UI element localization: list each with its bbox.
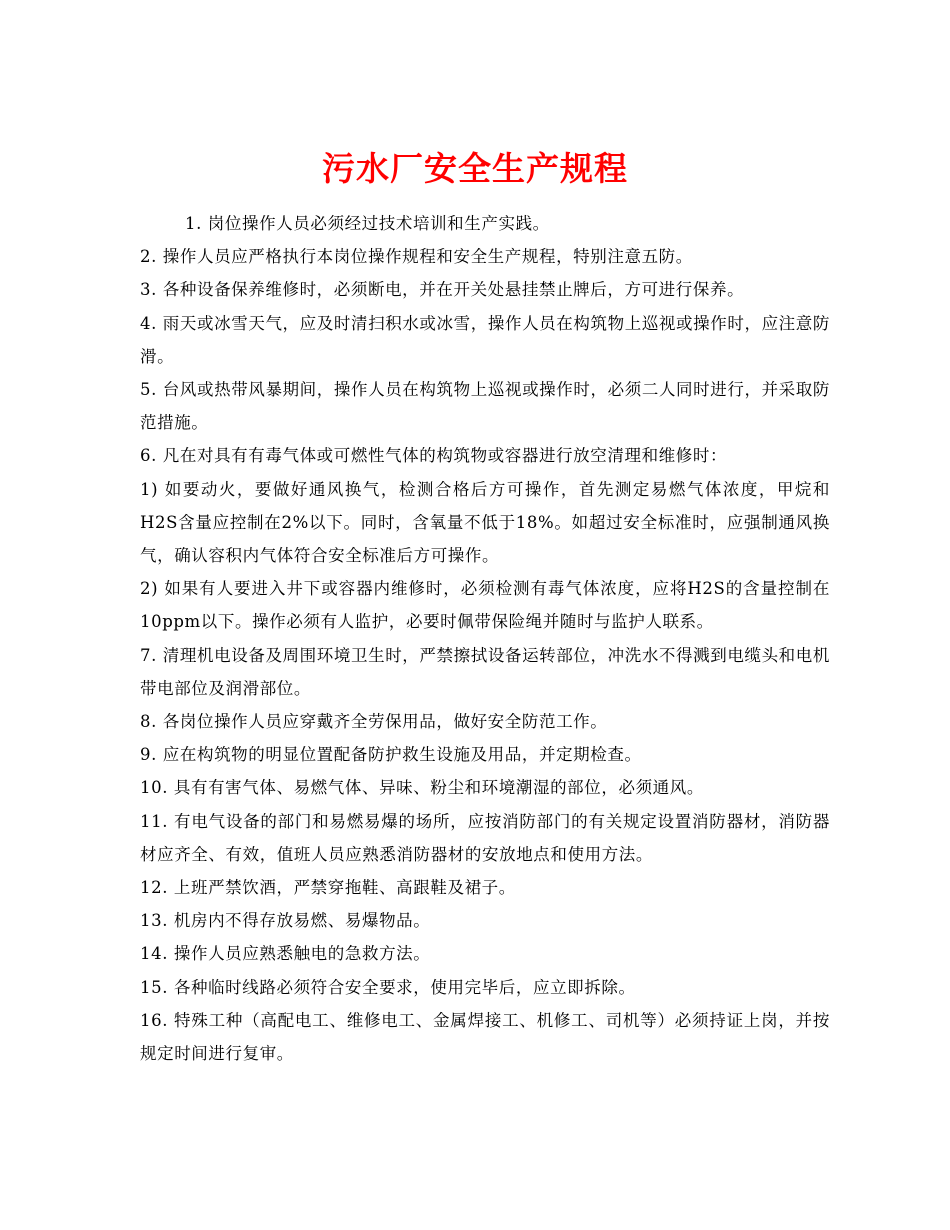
- rule-paragraph-1: 1. 岗位操作人员必须经过技术培训和生产实践。: [185, 214, 550, 233]
- rule-paragraph-14: 14. 操作人员应熟悉触电的急救方法。: [140, 944, 431, 964]
- rule-paragraph-9: 9. 应在构筑物的明显位置配备防护救生设施及用品，并定期检查。: [140, 745, 642, 765]
- rule-paragraph-15: 15. 各种临时线路必须符合安全要求，使用完毕后，应立即拆除。: [140, 977, 636, 997]
- rule-subparagraph-6-2: 2) 如果有人要进入井下或容器内维修时，必须检测有毒气体浓度，应将H2S的含量控制在10ppm以下。操作必须有人监护，必要时佩带保险绳并随时与监护人联系。: [140, 579, 830, 632]
- rule-paragraph-3: 3. 各种设备保养维修时，必须断电，并在开关处悬挂禁止牌后，方可进行保养。: [140, 280, 745, 300]
- rule-paragraph-2: 2. 操作人员应严格执行本岗位操作规程和安全生产规程，特别注意五防。: [140, 247, 693, 267]
- page-title: 污水厂安全生产规程: [322, 149, 628, 189]
- document-body: [140, 207, 830, 1070]
- rule-paragraph-11: 11. 有电气设备的部门和易燃易爆的场所，应按消防部门的有关规定设置消防器材，消防器材应齐全、有效，值班人员应熟悉消防器材的安放地点和使用方法。: [140, 811, 830, 864]
- rule-paragraph-10: 10. 具有有害气体、易燃气体、异味、粉尘和环境潮湿的部位，必须通风。: [140, 778, 704, 798]
- rule-subparagraph-6-1: 1) 如要动火，要做好通风换气，检测合格后方可操作，首先测定易燃气体浓度，甲烷和H2S含量应控制在2%以下。同时，含氧量不低于18%。如超过安全标准时，应强制通风换气，确认容积内气体符合安全标准后方可操作。: [140, 479, 830, 566]
- rule-paragraph-16: 16. 特殊工种（高配电工、维修电工、金属焊接工、机修工、司机等）必须持证上岗，并按规定时间进行复审。: [140, 1010, 830, 1064]
- rule-paragraph-5: 5. 台风或热带风暴期间，操作人员在构筑物上巡视或操作时，必须二人同时进行，并采取防范措施。: [140, 380, 830, 433]
- rule-paragraph-12: 12. 上班严禁饮酒，严禁穿拖鞋、高跟鞋及裙子。: [140, 878, 516, 898]
- rule-paragraph-13: 13. 机房内不得存放易燃、易爆物品。: [140, 911, 431, 931]
- rule-paragraph-6: 6. 凡在对具有有毒气体或可燃性气体的构筑物或容器进行放空清理和维修时：: [140, 446, 728, 466]
- rule-paragraph-4: 4. 雨天或冰雪天气，应及时清扫积水或冰雪，操作人员在构筑物上巡视或操作时，应注意防滑。: [140, 313, 830, 366]
- rule-paragraph-7: 7. 清理机电设备及周围环境卫生时，严禁擦拭设备运转部位，冲洗水不得溅到电缆头和电机带电部位及润滑部位。: [140, 645, 830, 698]
- rule-paragraph-8: 8. 各岗位操作人员应穿戴齐全劳保用品，做好安全防范工作。: [140, 712, 608, 732]
